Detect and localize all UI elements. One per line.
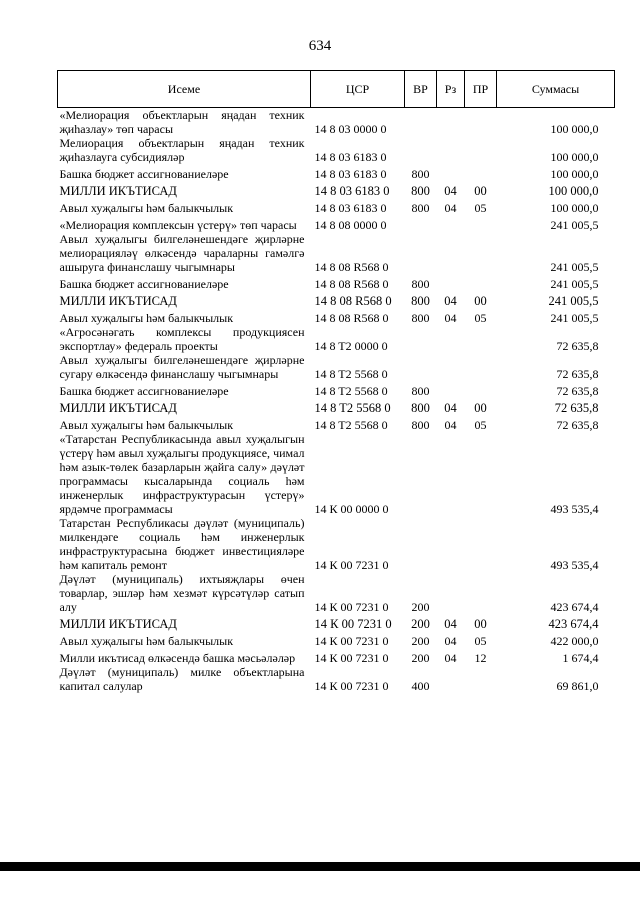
row-sum: 100 000,0 <box>550 201 599 215</box>
row-pr: 05 <box>474 418 487 432</box>
row-sum: 493 535,4 <box>550 558 599 572</box>
row-vr: 400 <box>411 679 430 693</box>
row-name: Авыл хуҗалыгы һәм балыкчылык <box>59 418 234 432</box>
row-vr <box>405 108 437 137</box>
row-sum: 493 535,4 <box>550 502 599 516</box>
row-csr: 14 8 03 6183 0 <box>314 184 390 198</box>
row-pr: 12 <box>474 651 487 665</box>
row-sum: 1 674,4 <box>562 651 599 665</box>
row-rz: 04 <box>444 401 457 415</box>
row-sum: 72 635,8 <box>556 418 599 432</box>
row-csr: 14 К 00 7231 0 <box>314 651 389 665</box>
row-vr: 800 <box>411 277 430 291</box>
row-pr: 00 <box>474 184 487 198</box>
row-sum: 100 000,0 <box>550 167 599 181</box>
row-csr: 14 К 00 0000 0 <box>314 502 389 516</box>
row-rz: 04 <box>444 311 457 325</box>
row-pr: 00 <box>474 617 487 631</box>
table-row <box>58 308 615 325</box>
row-sum: 72 635,8 <box>556 367 599 381</box>
header-name: Исеме <box>58 71 311 108</box>
row-pr: 05 <box>474 201 487 215</box>
row-rz <box>437 108 465 137</box>
row-vr: 800 <box>411 167 430 181</box>
row-csr: 14 8 T2 5568 0 <box>314 384 388 398</box>
header-pr: ПР <box>465 71 497 108</box>
row-pr <box>465 572 497 614</box>
row-pr: 00 <box>474 401 487 415</box>
table-body <box>58 108 615 694</box>
row-csr: 14 К 00 7231 0 <box>314 679 389 693</box>
row-rz <box>437 164 465 181</box>
table-row <box>58 108 615 137</box>
table-row <box>58 181 615 198</box>
row-rz: 04 <box>444 617 457 631</box>
table-row <box>58 516 615 572</box>
header-vr: ВР <box>405 71 437 108</box>
row-sum: 72 635,8 <box>554 401 599 415</box>
row-vr <box>405 353 437 381</box>
row-name: МИЛЛИ ИКЪТИСАД <box>59 617 177 631</box>
row-name: Мелиорация объектларын яңадан техник җиһазлауга субсидияләр <box>59 136 305 164</box>
row-pr <box>465 353 497 381</box>
table-row <box>58 215 615 232</box>
table-row <box>58 415 615 432</box>
row-csr: 14 К 00 7231 0 <box>314 634 389 648</box>
row-pr <box>465 215 497 232</box>
row-name: Башка бюджет ассигнованиеләре <box>59 167 229 181</box>
row-name: Дәүләт (муниципаль) милке объектларына капитал салулар <box>59 665 305 693</box>
row-vr <box>405 232 437 274</box>
row-csr: 14 8 08 0000 0 <box>314 218 387 232</box>
table-row <box>58 432 615 516</box>
row-pr <box>465 516 497 572</box>
row-pr <box>465 325 497 353</box>
row-csr: 14 8 T2 5568 0 <box>314 418 388 432</box>
row-csr: 14 8 T2 0000 0 <box>314 339 388 353</box>
page-number: 634 <box>308 38 332 54</box>
row-pr <box>465 164 497 181</box>
table-row <box>58 232 615 274</box>
row-name: «Татарстан Республикасында авыл хуҗалыгын үстерү һәм авыл хуҗалыгы продукциясе, чимал һәм азык-төлек базарларын җайга салу» дәүләт программасы кысаларында социаль һәм инженерлык инфраструктурасын үстерү» ярдәмче программасы <box>59 432 305 516</box>
row-csr: 14 8 03 6183 0 <box>314 150 387 164</box>
row-rz: 04 <box>444 294 457 308</box>
row-sum: 241 005,5 <box>550 277 599 291</box>
table-row <box>58 291 615 308</box>
row-vr: 800 <box>411 401 430 415</box>
row-rz: 04 <box>444 651 457 665</box>
row-sum: 72 635,8 <box>556 339 599 353</box>
row-name: МИЛЛИ ИКЪТИСАД <box>59 401 177 415</box>
row-sum: 100 000,0 <box>550 122 599 136</box>
row-name: Авыл хуҗалыгы һәм балыкчылык <box>59 634 234 648</box>
row-vr: 800 <box>411 184 430 198</box>
row-pr: 05 <box>474 311 487 325</box>
row-vr: 800 <box>411 384 430 398</box>
table-row <box>58 631 615 648</box>
row-name: «Агросәнәгать комплексы продукциясен экспортлау» федераль проекты <box>59 325 305 353</box>
table-row <box>58 325 615 353</box>
row-vr: 800 <box>411 418 430 432</box>
row-csr: 14 8 03 6183 0 <box>314 201 387 215</box>
row-name: «Мелиорация комплексын үстерү» төп чарасы <box>59 218 297 232</box>
row-vr <box>405 325 437 353</box>
row-sum: 423 674,4 <box>548 617 599 631</box>
table-row <box>58 198 615 215</box>
table-row <box>58 648 615 665</box>
table-row <box>58 164 615 181</box>
row-rz <box>437 274 465 291</box>
row-csr: 14 К 00 7231 0 <box>314 600 389 614</box>
row-name: Башка бюджет ассигнованиеләре <box>59 277 229 291</box>
row-name: Милли икътисад өлкәсендә башка мәсьәләләр <box>59 651 296 665</box>
row-rz <box>437 665 465 693</box>
row-sum: 241 005,5 <box>550 218 599 232</box>
row-rz <box>437 572 465 614</box>
row-rz <box>437 325 465 353</box>
row-csr: 14 8 08 R568 0 <box>314 260 389 274</box>
row-rz <box>437 215 465 232</box>
row-rz: 04 <box>444 184 457 198</box>
row-rz: 04 <box>444 201 457 215</box>
row-sum: 100 000,0 <box>550 150 599 164</box>
row-name: Дәүләт (муниципаль) ихтыяҗлары өчен товарлар, эшләр һәм хезмәт күрсәтүләр сатып алу <box>59 572 305 614</box>
row-rz <box>437 432 465 516</box>
row-vr: 200 <box>411 651 430 665</box>
row-name: МИЛЛИ ИКЪТИСАД <box>59 184 177 198</box>
row-csr: 14 8 T2 5568 0 <box>314 367 388 381</box>
table-row <box>58 665 615 693</box>
row-vr <box>405 215 437 232</box>
table-row <box>58 381 615 398</box>
row-rz <box>437 353 465 381</box>
table-header-row <box>58 71 615 108</box>
table-row <box>58 398 615 415</box>
table-row <box>58 274 615 291</box>
row-sum: 241 005,5 <box>550 260 599 274</box>
row-name: МИЛЛИ ИКЪТИСАД <box>59 294 177 308</box>
row-sum: 422 000,0 <box>550 634 599 648</box>
row-csr: 14 8 08 R568 0 <box>314 311 389 325</box>
row-csr: 14 К 00 7231 0 <box>314 558 389 572</box>
header-sum: Суммасы <box>497 71 615 108</box>
row-sum: 241 005,5 <box>548 294 599 308</box>
row-rz <box>437 516 465 572</box>
row-vr: 800 <box>411 311 430 325</box>
row-vr: 200 <box>411 634 430 648</box>
table-row <box>58 572 615 614</box>
row-sum: 100 000,0 <box>548 184 599 198</box>
header-csr: ЦСР <box>311 71 405 108</box>
budget-table <box>57 70 615 693</box>
row-pr <box>465 432 497 516</box>
row-name: Авыл хуҗалыгы һәм балыкчылык <box>59 311 234 325</box>
row-vr: 800 <box>411 294 430 308</box>
row-pr: 05 <box>474 634 487 648</box>
row-vr <box>405 432 437 516</box>
row-pr <box>465 665 497 693</box>
row-rz <box>437 232 465 274</box>
row-pr <box>465 136 497 164</box>
row-pr: 00 <box>474 294 487 308</box>
table-row <box>58 136 615 164</box>
row-vr: 800 <box>411 201 430 215</box>
row-csr: 14 К 00 7231 0 <box>314 617 392 631</box>
row-vr: 200 <box>411 617 430 631</box>
row-sum: 241 005,5 <box>550 311 599 325</box>
row-pr <box>465 108 497 137</box>
row-rz <box>437 136 465 164</box>
row-vr <box>405 516 437 572</box>
row-rz: 04 <box>444 418 457 432</box>
row-sum: 423 674,4 <box>550 600 599 614</box>
row-pr <box>465 274 497 291</box>
row-pr <box>465 232 497 274</box>
row-vr: 200 <box>411 600 430 614</box>
row-csr: 14 8 T2 5568 0 <box>314 401 391 415</box>
row-rz: 04 <box>444 634 457 648</box>
row-csr: 14 8 08 R568 0 <box>314 277 389 291</box>
row-name: Татарстан Республикасы дәүләт (муниципаль) милкендәге социаль һәм инженерлык инфраструктурасына бюджет инвестицияләре һәм капиталь ремонт <box>59 516 305 572</box>
table-row <box>58 614 615 631</box>
row-csr: 14 8 03 0000 0 <box>314 122 387 136</box>
row-csr: 14 8 08 R568 0 <box>314 294 392 308</box>
row-name: Авыл хуҗалыгы билгеләнешендәге җирләрне мелиорацияләү өлкәсендә чараларны гамәлгә ашыруга финанслашу чыгымнары <box>59 232 305 274</box>
row-name: Башка бюджет ассигнованиеләре <box>59 384 229 398</box>
row-csr: 14 8 03 6183 0 <box>314 167 387 181</box>
table-row <box>58 353 615 381</box>
scan-bottom-bar <box>0 862 640 871</box>
header-rz: Рз <box>437 71 465 108</box>
row-name: «Мелиорация объектларын яңадан техник җиһазлау» төп чарасы <box>59 108 305 136</box>
row-sum: 69 861,0 <box>556 679 599 693</box>
row-name: Авыл хуҗалыгы билгеләнешендәге җирләрне сугару өлкәсендә финанслашу чыгымнары <box>59 353 305 381</box>
row-vr <box>405 136 437 164</box>
row-rz <box>437 381 465 398</box>
row-name: Авыл хуҗалыгы һәм балыкчылык <box>59 201 234 215</box>
row-sum: 72 635,8 <box>556 384 599 398</box>
row-pr <box>465 381 497 398</box>
